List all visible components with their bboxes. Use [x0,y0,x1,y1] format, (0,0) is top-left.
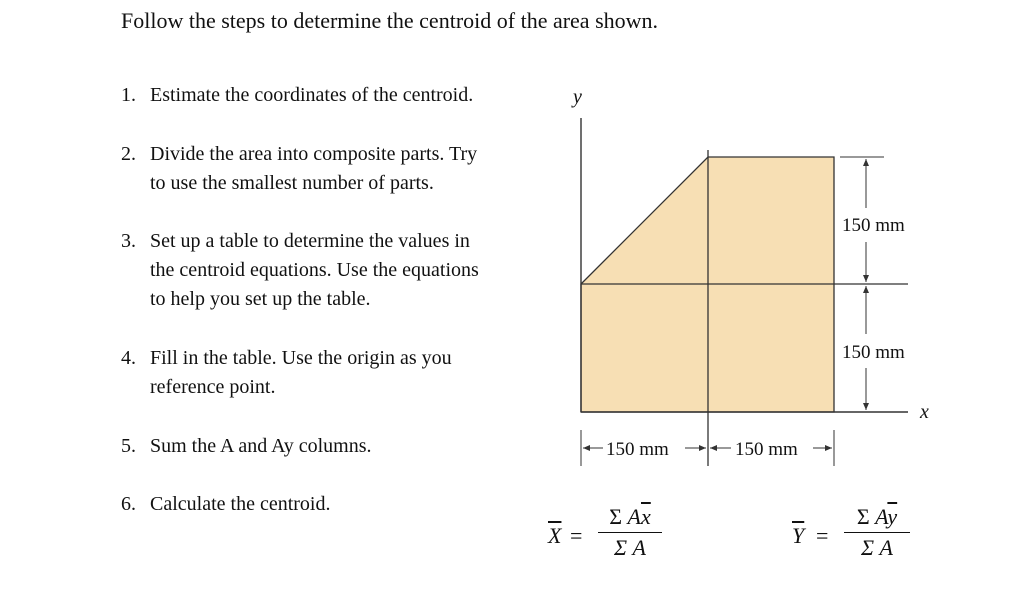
y-numerator: Σ $A\overline{y}$ [856,504,898,529]
step-number: 5. [121,435,136,457]
x-fraction [598,504,662,561]
step-number: 1. [121,84,136,106]
fraction-bar [598,532,662,533]
y-axis-label: y [573,86,582,108]
step-text: Calculate the centroid. [150,493,331,515]
step-number: 3. [121,230,136,252]
x-numerator: Σ $A\overline{x}$ [609,504,651,529]
x-centroid-formula [548,504,668,580]
step-text: reference point. [150,376,276,398]
equals-sign: = [816,523,829,548]
y-bar-symbol: $\overline{Y}$ [792,523,805,548]
step-number: 4. [121,347,136,369]
x-denominator: Σ A [613,535,646,560]
step-text: to help you set up the table. [150,288,371,310]
step-number: 6. [121,493,136,515]
step-number: 2. [121,143,136,165]
equals-sign: = [570,523,583,548]
y-denominator: Σ A [860,535,893,560]
dimension-label-bottom-left: 150 mm [606,439,669,460]
y-fraction [844,504,910,561]
step-text: Fill in the table. Use the origin as you [150,347,452,369]
step-text: the centroid equations. Use the equations [150,259,479,281]
step-text: Sum the A and Ay columns. [150,435,372,457]
dimension-label-right-bottom: 150 mm [842,342,905,363]
step-text: to use the smallest number of parts. [150,172,434,194]
x-bar-symbol: $\overline{X}$ [548,523,562,548]
dimension-label-bottom-right: 150 mm [735,439,798,460]
step-text: Estimate the coordinates of the centroid. [150,84,474,106]
dimension-label-right-top: 150 mm [842,215,905,236]
x-axis-label: x [920,401,929,423]
y-centroid-formula [792,504,922,580]
page-title: Follow the steps to determine the centroid of the area shown. [121,8,659,33]
step-text: Set up a table to determine the values in [150,230,470,252]
fraction-bar [844,532,910,533]
step-text: Divide the area into composite parts. Try [150,143,478,165]
